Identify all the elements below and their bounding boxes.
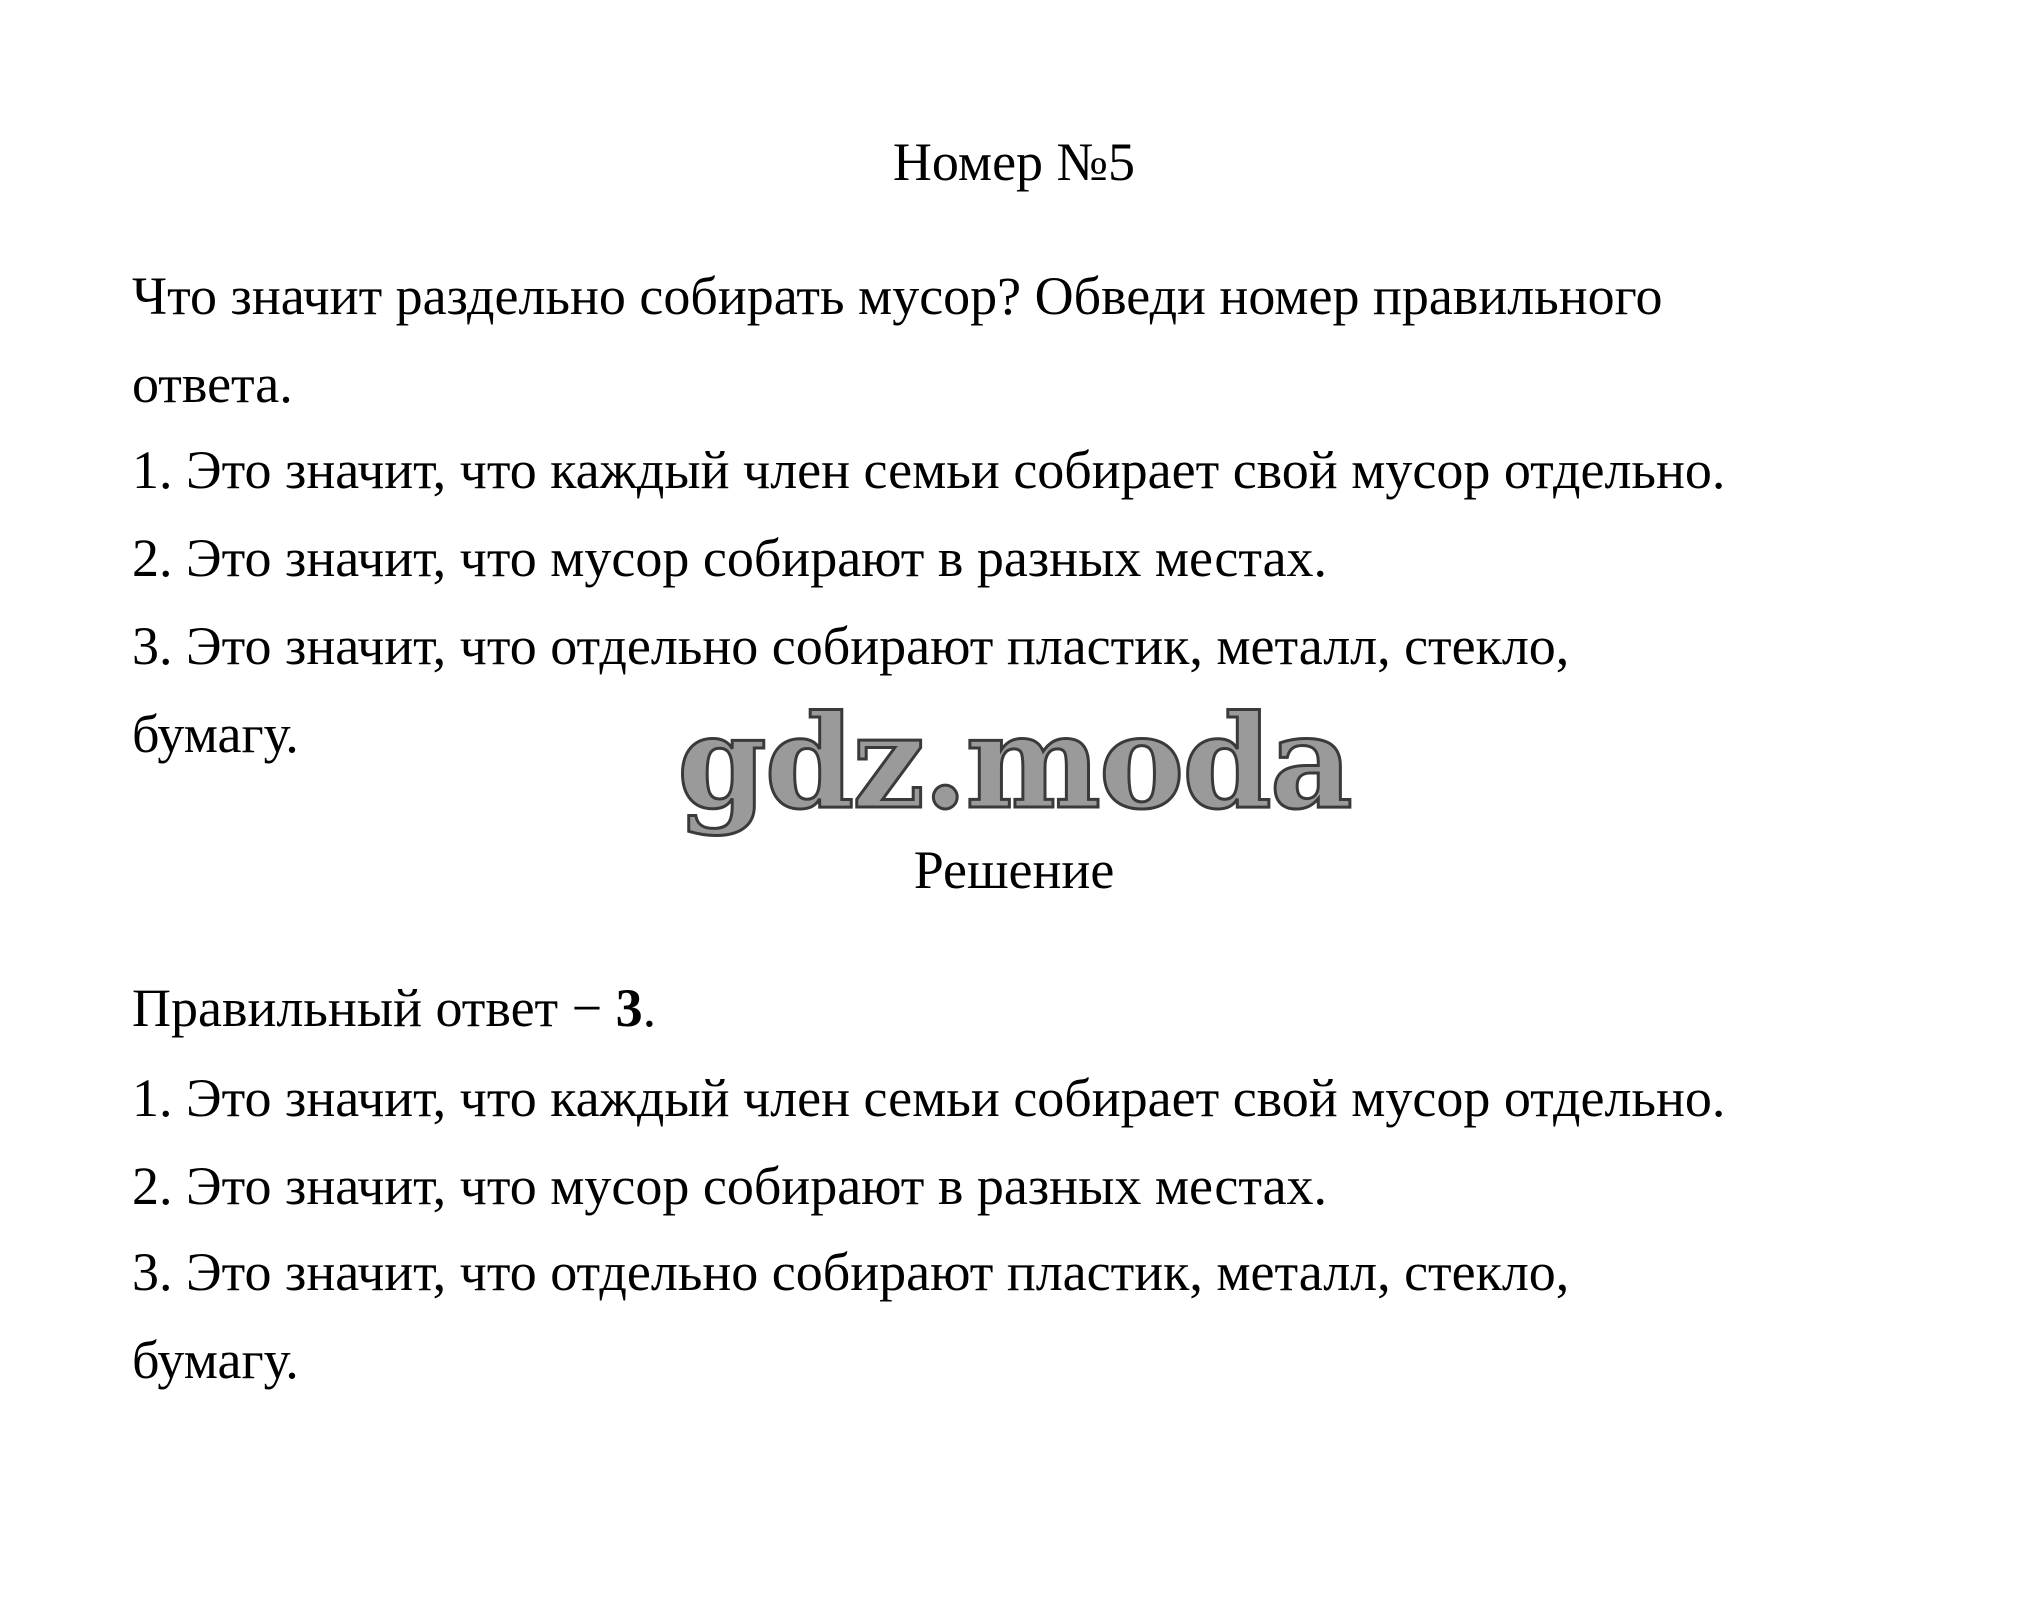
task-option-3-continued: бумагу.: [132, 704, 299, 764]
correct-answer-suffix: .: [642, 978, 657, 1038]
question-line-2: ответа.: [132, 354, 293, 414]
solution-option-3: 3. Это значит, что отдельно собирают пластик, металл, стекло,: [132, 1242, 1570, 1302]
solution-option-2: 2. Это значит, что мусор собирают в разных местах.: [132, 1156, 1328, 1216]
watermark-logo: gdz.moda: [677, 688, 1351, 838]
correct-answer-value: 3: [615, 978, 643, 1038]
question-line-1: Что значит раздельно собирать мусор? Обведи номер правильного: [132, 266, 1663, 326]
correct-answer: [132, 976, 656, 1040]
solution-option-1: 1. Это значит, что каждый член семьи собирает свой мусор отдельно.: [132, 1068, 1726, 1128]
task-title: Номер №5: [892, 132, 1136, 192]
correct-answer-prefix: Правильный ответ −: [132, 978, 616, 1038]
solution-option-3-continued: бумагу.: [132, 1330, 299, 1390]
task-option-3: 3. Это значит, что отдельно собирают пластик, металл, стекло,: [132, 616, 1570, 676]
solution-title: Решение: [913, 840, 1115, 900]
task-option-2: 2. Это значит, что мусор собирают в разных местах.: [132, 528, 1328, 588]
task-option-1: 1. Это значит, что каждый член семьи собирает свой мусор отдельно.: [132, 440, 1726, 500]
